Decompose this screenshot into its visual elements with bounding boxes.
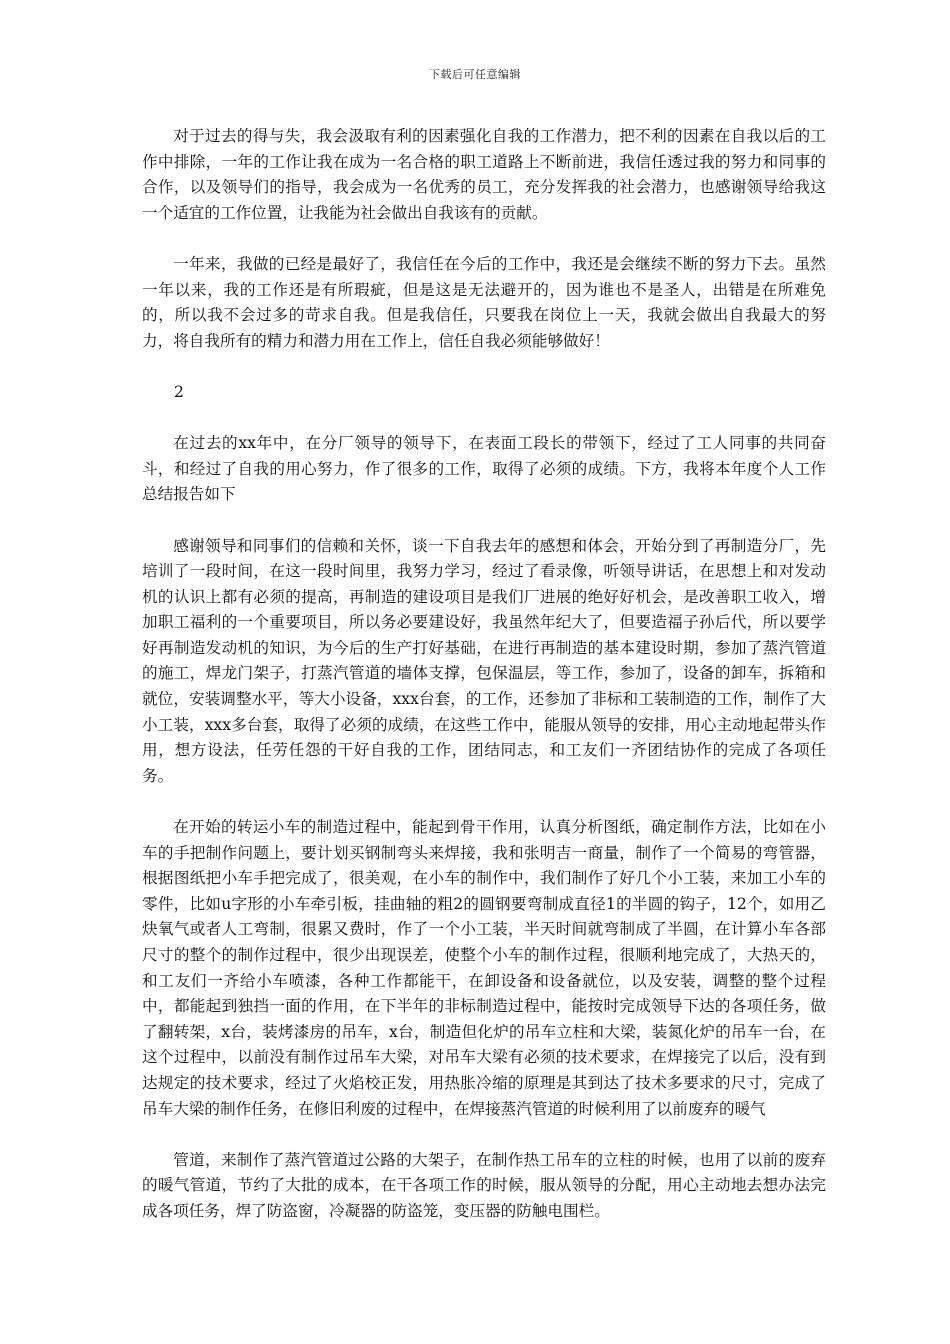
section-number: 2 bbox=[174, 382, 184, 401]
paragraph-5: 在开始的转运小车的制造过程中，能起到骨干作用，认真分析图纸，确定制作方法，比如在小车的手把制作问题上，要计划买钢制弯头来焊接，我和张明吉一商量，制作了一个简易的弯管器，根据图纸把小车手把完成了，很美观，在小车的制作中，我们制作了好几个小工装，来加工小车的零件，比如u字形的小车牵引板，挂曲轴的粗2的圆钢要弯制成直径1的半圆的钩子，12个，如用乙炔氧气或者人工弯制，很累又费时，作了一个小工装，半天时间就弯制成了半圆，在计算小车各部尺寸的整个的制作过程中，很少出现误差，使整个小车的制作过程，很顺利地完成了，大热天的，和工友们一齐给小车喷漆，各种工作都能干，在卸设备和设备就位，以及安装，调整的整个过程中，都能起到独挡一面的作用，在下半年的非标制造过程中，能按时完成领导下达的各项任务，做了翻转架，x台，装烤漆房的吊车，x台，制造但化炉的吊车立柱和大梁，装氮化炉的吊车一台，在这个过程中，以前没有制作过吊车大梁，对吊车大梁有必须的技术要求，在焊接完了以后，没有到达规定的技术要求，经过了火焰校正发，用热胀冷缩的原理是其到达了技术多要求的尺寸，完成了吊车大梁的制作任务，在修旧利废的过程中，在焊接蒸汽管道的时候利用了以前废弃的暖气 bbox=[142, 818, 826, 1118]
document-body bbox=[142, 124, 826, 1250]
paragraph-2: 一年来，我做的已经是最好了，我信任在今后的工作中，我还是会继续不断的努力下去。虽然一年以来，我的工作还是有所瑕疵，但是这是无法避开的，因为谁也不是圣人，出错是在所难免的，所以我不会过多的苛求自我。但是我信任，只要我在岗位上一天，我就会做出自我最大的努力，将自我所有的精力和潜力用在工作上，信任自我必须能够做好！ bbox=[142, 254, 826, 350]
paragraph-1: 对于过去的得与失，我会汲取有利的因素强化自我的工作潜力，把不利的因素在自我以后的工作中排除，一年的工作让我在成为一名合格的职工道路上不断前进，我信任透过我的努力和同事的合作，以及领导们的指导，我会成为一名优秀的员工，充分发挥我的社会潜力，也感谢领导给我这一个适宜的工作位置，让我能为社会做出自我该有的贡献。 bbox=[142, 127, 826, 222]
paragraph-6: 管道，来制作了蒸汽管道过公路的大架子，在制作热工吊车的立柱的时候，也用了以前的废弃的暖气管道，节约了大批的成本，在干各项工作的时候，服从领导的分配，用心主动地去想办法完成各项任务，焊了防盗窗，冷凝器的防盗笼，变压器的防触电围栏。 bbox=[142, 1150, 826, 1220]
page-header: 下载后可任意编辑 bbox=[429, 68, 521, 81]
paragraph-4: 感谢领导和同事们的信赖和关怀，谈一下自我去年的感想和体会，开始分到了再制造分厂，先培训了一段时间，在这一段时间里，我努力学习，经过了看录像，听领导讲话，在思想上和对发动机的认识上都有必须的提高，再制造的建设项目是我们厂进展的绝好好机会，是改善职工收入，增加职工福利的一个重要项目，所以务必要建设好，我虽然年纪大了，但要造福子孙后代，所以要学好再制造发动机的知识，为今后的生产打好基础，在进行再制造的基本建设时期，参加了蒸汽管道的施工，焊龙门架子，打蒸汽管道的墙体支撑，包保温层，等工作，参加了，设备的卸车，拆箱和就位，安装调整水平，等大小设备，xxx台套，的工作，还参加了非标和工装制造的工作，制作了大小工装，xxx多台套，取得了必须的成绩，在这些工作中，能服从领导的安排，用心主动地起带头作用，想方设法，任劳任怨的干好自我的工作，团结同志，和工友们一齐团结协作的完成了各项任务。 bbox=[142, 536, 826, 785]
paragraph-3: 在过去的xx年中，在分厂领导的领导下，在表面工段长的带领下，经过了工人同事的共同奋斗，和经过了自我的用心努力，作了很多的工作，取得了必须的成绩。下方，我将本年度个人工作总结报告如下 bbox=[142, 434, 826, 504]
